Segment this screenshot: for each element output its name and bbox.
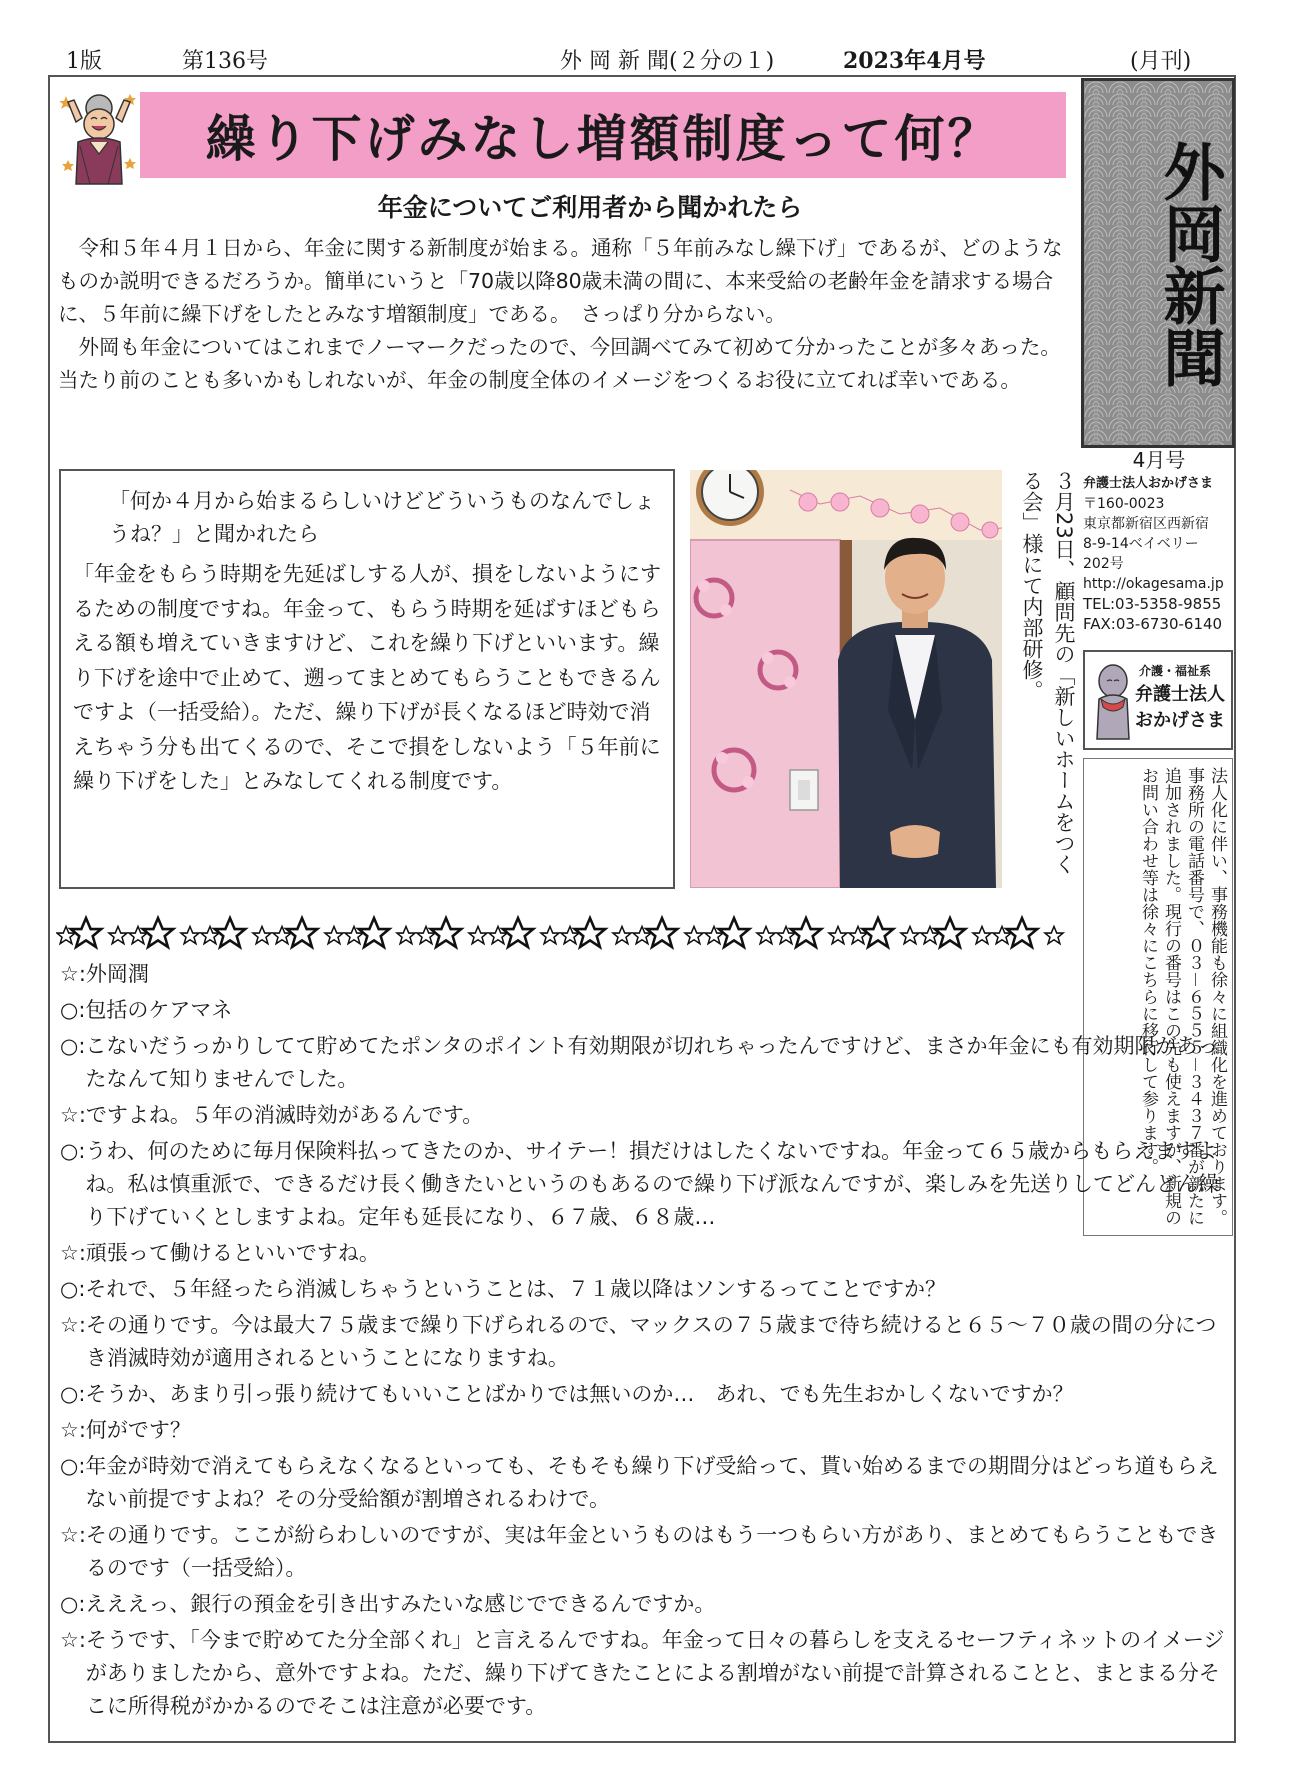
- photo-caption: ３月23日、顧問先の「新しいホームをつくる会」様にて内部研修。: [1020, 470, 1076, 875]
- issue-date: 2023年4月号: [843, 48, 986, 74]
- speaker-mark: ○:: [60, 1382, 86, 1406]
- masthead-title: 外岡新聞: [1153, 140, 1226, 388]
- website-link[interactable]: http://okagesama.jp: [1083, 576, 1224, 592]
- star-icon: [829, 927, 847, 944]
- granny-illustration: [60, 88, 138, 188]
- star-icon: [757, 927, 775, 944]
- dialogue-text: 包括のケアマネ: [85, 998, 233, 1022]
- star-icon: [575, 918, 605, 947]
- dialogue-line: [60, 1519, 1230, 1585]
- dialogue-line: [60, 1273, 1230, 1306]
- dialogue-text: そうか、あまり引っ張り続けてもいいことばかりでは無いのか… あれ、でも先生おかしくないですか？: [85, 1382, 1074, 1406]
- star-icon: [647, 918, 677, 947]
- dialogue-text: こないだうっかりしてて貯めてたポンタのポイント有効期限が切れちゃったんですけど、まさか年金にも有効期限があったなんて知りませんでした。: [85, 1034, 1219, 1091]
- dialogue-line: [60, 1135, 1230, 1234]
- office-info: [1083, 450, 1235, 634]
- speaker-mark: ○:: [60, 1139, 86, 1163]
- dialogue-text: 年金が時効で消えてもらえなくなるといっても、そもそも繰り下げ受給って、貰い始めるまでの期間分はどっち道もらえない前提ですよね？その分受給額が割増されるわけで。: [85, 1454, 1219, 1511]
- speaker-mark: ○:: [60, 1034, 86, 1058]
- fax-number: FAX:03-6730-6140: [1083, 615, 1223, 633]
- dialogue-text: その通りです。今は最大７５歳まで繰り下げられるので、マックスの７５歳まで待ち続けると６５～７０歳の間の分につき消滅時効が適用されるということになりますね。: [85, 1313, 1217, 1370]
- dialogue-line: [60, 1309, 1230, 1375]
- star-icon: [215, 918, 245, 947]
- star-icon: [503, 918, 533, 947]
- intro-paragraph: 外岡も年金についてはこれまでノーマークだったので、今回調べてみて初めて分かったことが多々あった。当たり前のことも多いかもしれないが、年金の制度全体のイメージをつくるお役に立てれば幸いである。: [58, 335, 1061, 392]
- seminar-photo: [690, 470, 1002, 888]
- speaker-mark: ☆:: [60, 1103, 86, 1127]
- dialogue-text: うわ、何のために毎月保険料払ってきたのか、サイテー！損だけはしたくないですね。年金って６５歳からもらえますよね。私は慎重派で、できるだけ長く働きたいというのもあるので繰り下げ派なんですが、楽しみを先送りしてどんどん繰り下げていくとしますよね。定年も延長になり、６７歳、６８歳…: [85, 1139, 1219, 1229]
- dialogue-text: その通りです。ここが紛らわしいのですが、実は年金というものはもう一つもらい方があり、まとめてもらうこともできるのです（一括受給）。: [85, 1523, 1219, 1580]
- star-divider: [56, 910, 1076, 954]
- dialogue-line: [60, 1030, 1230, 1096]
- star-icon: [1045, 927, 1063, 944]
- speaker-mark: ○:: [60, 1277, 86, 1301]
- speaker-mark: ○:: [60, 1592, 86, 1616]
- address-line: 202号: [1083, 556, 1124, 572]
- address-line: 8-9-14ベイベリー: [1083, 536, 1199, 552]
- article-subtitle: 年金についてご利用者から聞かれたら: [377, 193, 803, 222]
- dialogue-line: [60, 1237, 1230, 1270]
- qa-answer: 「年金をもらう時期を先延ばしする人が、損をしないようにするための制度ですね。年金って、もらう時期を延ばすほどもらえる額も増えていきますけど、これを繰り下げといいます。繰り下げを途中で止めて、遡ってまとめてもらうこともできるんですよ（一括受給）。ただ、繰り下げが長くなるほど時効で消えちゃう分も出てくるので、そこで損をしないよう「５年前に繰り下げをした」とみなしてくれる制度です。: [73, 562, 661, 793]
- speaker-mark: ☆:: [60, 1418, 86, 1442]
- intro-text: [58, 232, 1080, 397]
- star-icon: [109, 927, 127, 944]
- notice-box: 法人化に伴い、事務機能も徐々に組織化を進めております。事務所の電話番号で、０３－６５５５－３４３７番が新たに追加されました。現行の番号はこの先も使えますが、新規のお問い合わせ等は徐々にこちらに移行して参ります。: [1083, 758, 1233, 1236]
- qa-box: [59, 469, 675, 889]
- star-icon: [973, 927, 991, 944]
- header-line: [0, 38, 1293, 72]
- star-icon: [613, 927, 631, 944]
- speaker-mark: ☆:: [60, 1628, 86, 1652]
- dialogue-line: [60, 958, 1230, 991]
- office-name: 弁護士法人おかげさま: [1083, 476, 1214, 491]
- intro-paragraph: 令和５年４月１日から、年金に関する新制度が始まる。通称「５年前みなし繰下げ」であるが、どのようなものか説明できるだろうか。簡単にいうと「70歳以降80歳未満の間に、本来受給の老齢年金を請求する場合に、５年前に繰下げをしたとみなす増額制度」である。 さっぱり分からない。: [58, 236, 1063, 326]
- star-icon: [719, 918, 749, 947]
- article-title: 繰り下げみなし増額制度って何？: [205, 110, 1001, 168]
- dialogue-text: えええっ、銀行の預金を引き出すみたいな感じでできるんですか。: [85, 1592, 716, 1616]
- office-logo: [1083, 650, 1233, 750]
- star-icon: [71, 918, 101, 947]
- dialogue-text: 何がです？: [85, 1418, 191, 1442]
- dialogue-text: 頑張って働けるといいですね。: [85, 1241, 380, 1265]
- address-line: 東京都新宿区西新宿: [1083, 516, 1209, 532]
- star-icon: [325, 927, 343, 944]
- dialogue-line: [60, 1624, 1230, 1723]
- frequency: (月刊): [1130, 49, 1192, 74]
- star-icon: [863, 918, 893, 947]
- star-icon: [541, 927, 559, 944]
- dialogue-text: そうです、「今まで貯めてた分全部くれ」と言えるんですね。年金って日々の暮らしを支えるセーフティネットのイメージがありましたから、意外ですよね。ただ、繰り下げてきたことによる割増がない前提で計算されることと、まとまる分そこに所得税がかかるのでそこは注意が必要です。: [85, 1628, 1225, 1718]
- speaker-mark: ○:: [60, 998, 86, 1022]
- star-icon: [253, 927, 271, 944]
- dialogue-line: [60, 1099, 1230, 1132]
- star-icon: [359, 918, 389, 947]
- dialogue-line: [60, 994, 1230, 1027]
- qa-question: 「何か４月から始まるらしいけどどういうものなんでしょうね？」と聞かれたら: [109, 489, 655, 546]
- star-icon: [1007, 918, 1037, 947]
- logo-name: 弁護士法人おかげさま: [1135, 684, 1225, 731]
- logo-subtitle: 介護・福祉系: [1139, 664, 1212, 678]
- star-icon: [685, 927, 703, 944]
- dialogue-line: [60, 1588, 1230, 1621]
- issue-month: 4月号: [1132, 448, 1186, 472]
- jizo-icon: [1093, 659, 1133, 743]
- star-icon: [935, 918, 965, 947]
- dialogue-text: 外岡潤: [85, 962, 149, 986]
- dialogue: [60, 958, 1230, 1726]
- edition: 1版: [66, 49, 102, 74]
- star-icon: [181, 927, 199, 944]
- tel-number: TEL:03-5358-9855: [1083, 595, 1222, 613]
- dialogue-text: ですよね。５年の消滅時効があるんです。: [85, 1103, 484, 1127]
- star-icon: [791, 918, 821, 947]
- speaker-mark: ☆:: [60, 1241, 86, 1265]
- star-icon: [431, 918, 461, 947]
- dialogue-line: [60, 1414, 1230, 1447]
- star-icon: [397, 927, 415, 944]
- paper-name: 外 岡 新 聞(２分の１): [560, 49, 775, 74]
- speaker-mark: ☆:: [60, 1313, 86, 1337]
- issue-number: 第136号: [182, 49, 268, 74]
- star-icon: [287, 918, 317, 947]
- speaker-mark: ○:: [60, 1454, 86, 1478]
- dialogue-text: それで、５年経ったら消滅しちゃうということは、７１歳以降はソンするってことですか？: [85, 1277, 946, 1301]
- address-line: 〒160-0023: [1083, 496, 1165, 512]
- speaker-mark: ☆:: [60, 1523, 86, 1547]
- star-icon: [469, 927, 487, 944]
- speaker-mark: ☆:: [60, 962, 86, 986]
- star-icon: [901, 927, 919, 944]
- dialogue-line: [60, 1450, 1230, 1516]
- star-icon: [143, 918, 173, 947]
- title-band: [140, 92, 1066, 178]
- masthead: [1081, 78, 1235, 448]
- dialogue-line: [60, 1378, 1230, 1411]
